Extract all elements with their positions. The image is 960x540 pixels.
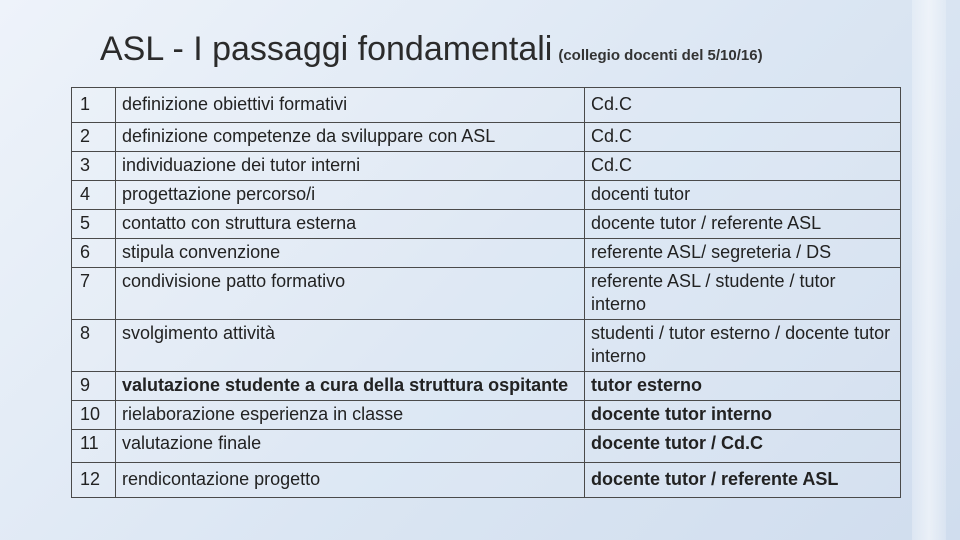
step-number: 5 bbox=[72, 210, 116, 239]
step-responsible: docente tutor interno bbox=[585, 401, 901, 430]
step-responsible: Cd.C bbox=[585, 123, 901, 152]
step-activity: stipula convenzione bbox=[116, 239, 585, 268]
step-activity: condivisione patto formativo bbox=[116, 268, 585, 320]
step-activity: svolgimento attività bbox=[116, 320, 585, 372]
title-subtitle: (collegio docenti del 5/10/16) bbox=[558, 47, 763, 64]
step-responsible: Cd.C bbox=[585, 88, 901, 123]
step-activity: individuazione dei tutor interni bbox=[116, 152, 585, 181]
step-activity: contatto con struttura esterna bbox=[116, 210, 585, 239]
steps-table bbox=[71, 87, 901, 498]
table-row bbox=[72, 152, 901, 181]
step-number: 9 bbox=[72, 372, 116, 401]
step-number: 12 bbox=[72, 463, 116, 498]
table-row bbox=[72, 372, 901, 401]
table-row bbox=[72, 430, 901, 463]
step-responsible: studenti / tutor esterno / docente tutor interno bbox=[585, 320, 901, 372]
step-number: 7 bbox=[72, 268, 116, 320]
table-row bbox=[72, 320, 901, 372]
step-responsible: Cd.C bbox=[585, 152, 901, 181]
step-number: 1 bbox=[72, 88, 116, 123]
step-number: 8 bbox=[72, 320, 116, 372]
step-activity: rielaborazione esperienza in classe bbox=[116, 401, 585, 430]
step-activity: definizione competenze da sviluppare con ASL bbox=[116, 123, 585, 152]
step-responsible: tutor esterno bbox=[585, 372, 901, 401]
table-row bbox=[72, 401, 901, 430]
step-activity: valutazione studente a cura della struttura ospitante bbox=[116, 372, 585, 401]
step-responsible: docente tutor / Cd.C bbox=[585, 430, 901, 463]
step-responsible: referente ASL/ segreteria / DS bbox=[585, 239, 901, 268]
slide-title bbox=[100, 30, 763, 69]
table-row bbox=[72, 463, 901, 498]
table-row bbox=[72, 123, 901, 152]
step-activity: rendicontazione progetto bbox=[116, 463, 585, 498]
step-responsible: docenti tutor bbox=[585, 181, 901, 210]
step-responsible: referente ASL / studente / tutor interno bbox=[585, 268, 901, 320]
table-row bbox=[72, 210, 901, 239]
step-number: 10 bbox=[72, 401, 116, 430]
step-responsible: docente tutor / referente ASL bbox=[585, 463, 901, 498]
table-row bbox=[72, 88, 901, 123]
step-number: 11 bbox=[72, 430, 116, 463]
step-number: 3 bbox=[72, 152, 116, 181]
table-row bbox=[72, 181, 901, 210]
step-activity: valutazione finale bbox=[116, 430, 585, 463]
background-stripe bbox=[912, 0, 946, 540]
table-row bbox=[72, 268, 901, 320]
title-main: ASL - I passaggi fondamentali bbox=[100, 30, 553, 68]
step-number: 2 bbox=[72, 123, 116, 152]
table-row bbox=[72, 239, 901, 268]
step-responsible: docente tutor / referente ASL bbox=[585, 210, 901, 239]
step-activity: progettazione percorso/i bbox=[116, 181, 585, 210]
step-activity: definizione obiettivi formativi bbox=[116, 88, 585, 123]
step-number: 6 bbox=[72, 239, 116, 268]
step-number: 4 bbox=[72, 181, 116, 210]
